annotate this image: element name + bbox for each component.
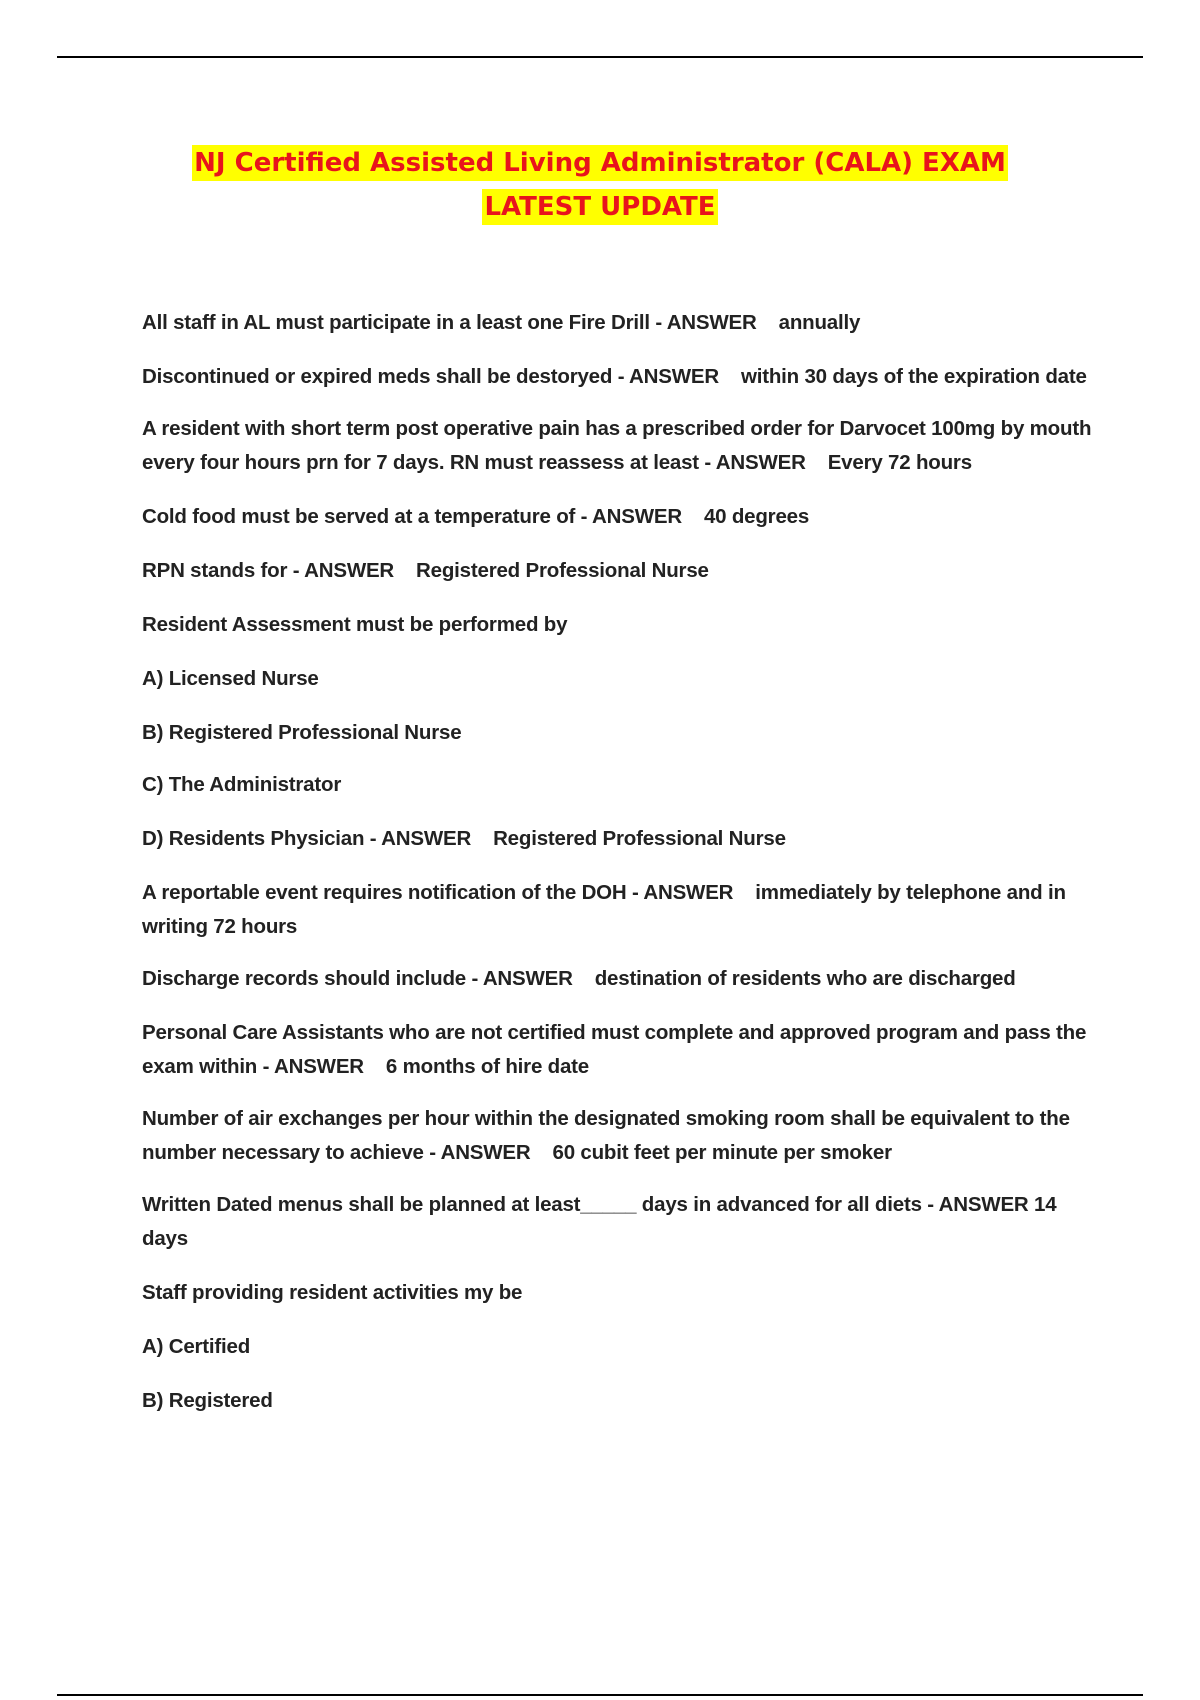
answer-text: 40 degrees	[703, 505, 810, 528]
question-text: Written Dated menus shall be planned at least_____ days in advanced for all diets - ANSWER	[142, 1193, 1029, 1216]
option-item	[142, 1384, 1102, 1418]
top-divider	[57, 56, 1143, 58]
option-item	[142, 662, 1102, 696]
option-text: C) The Administrator	[142, 773, 342, 796]
answer-text: within 30 days of the expiration date	[740, 365, 1087, 388]
qa-item	[142, 608, 1102, 642]
question-text: A resident with short term post operative pain has a prescribed order for Darvocet 100mg by mouth every four hours prn for 7 days. RN must reassess at least - ANSWER	[142, 417, 1092, 474]
qa-item	[142, 360, 1102, 394]
qa-item	[142, 1276, 1102, 1310]
question-text: Personal Care Assistants who are not certified must complete and approved program and pass the exam within - ANSWER	[142, 1021, 1087, 1078]
answer-text: immediately by telephone and in writing 72 hours	[142, 881, 1066, 938]
qa-item	[142, 412, 1102, 480]
question-text: A reportable event requires notification of the DOH - ANSWER	[142, 881, 734, 904]
answer-text: 14 days	[142, 1193, 1057, 1250]
qa-list	[142, 306, 1102, 1438]
qa-item	[142, 306, 1102, 340]
option-text: B) Registered	[142, 1389, 273, 1412]
qa-item	[142, 554, 1102, 588]
qa-item	[142, 962, 1102, 996]
option-item	[142, 716, 1102, 750]
question-text: All staff in AL must participate in a least one Fire Drill - ANSWER	[142, 311, 757, 334]
answer-text: destination of residents who are discharged	[594, 967, 1016, 990]
question-text: RPN stands for - ANSWER	[142, 559, 395, 582]
option-text: A) Certified	[142, 1335, 251, 1358]
answer-text: Every 72 hours	[827, 451, 972, 474]
answer-text: Registered Professional Nurse	[416, 559, 709, 582]
option-item	[142, 1330, 1102, 1364]
option-text: B) Registered Professional Nurse	[142, 721, 462, 744]
title-line-1: NJ Certified Assisted Living Administrator (CALA) EXAM	[192, 145, 1008, 181]
answer-text: Registered Professional Nurse	[493, 827, 786, 850]
answer-text: annually	[778, 311, 861, 334]
question-text: Cold food must be served at a temperature of - ANSWER	[142, 505, 682, 528]
bottom-divider	[57, 1694, 1143, 1696]
question-text: Discharge records should include - ANSWER	[142, 967, 573, 990]
question-text: Staff providing resident activities my be	[142, 1281, 523, 1304]
qa-item	[142, 1102, 1102, 1170]
title-line-2: LATEST UPDATE	[482, 189, 717, 225]
qa-item	[142, 500, 1102, 534]
qa-item	[142, 822, 1102, 856]
option-item	[142, 768, 1102, 802]
question-text: Discontinued or expired meds shall be destoryed - ANSWER	[142, 365, 719, 388]
answer-text: 6 months of hire date	[385, 1055, 590, 1078]
question-text: Number of air exchanges per hour within the designated smoking room shall be equivalent to the number necessary to achieve - ANSWER	[142, 1107, 1070, 1164]
question-text: Resident Assessment must be performed by	[142, 613, 568, 636]
document-title	[0, 141, 1200, 229]
answer-text: 60 cubit feet per minute per smoker	[552, 1141, 892, 1164]
qa-item	[142, 1016, 1102, 1084]
question-text: D) Residents Physician - ANSWER	[142, 827, 472, 850]
qa-item	[142, 876, 1102, 944]
qa-item	[142, 1188, 1102, 1256]
option-text: A) Licensed Nurse	[142, 667, 319, 690]
